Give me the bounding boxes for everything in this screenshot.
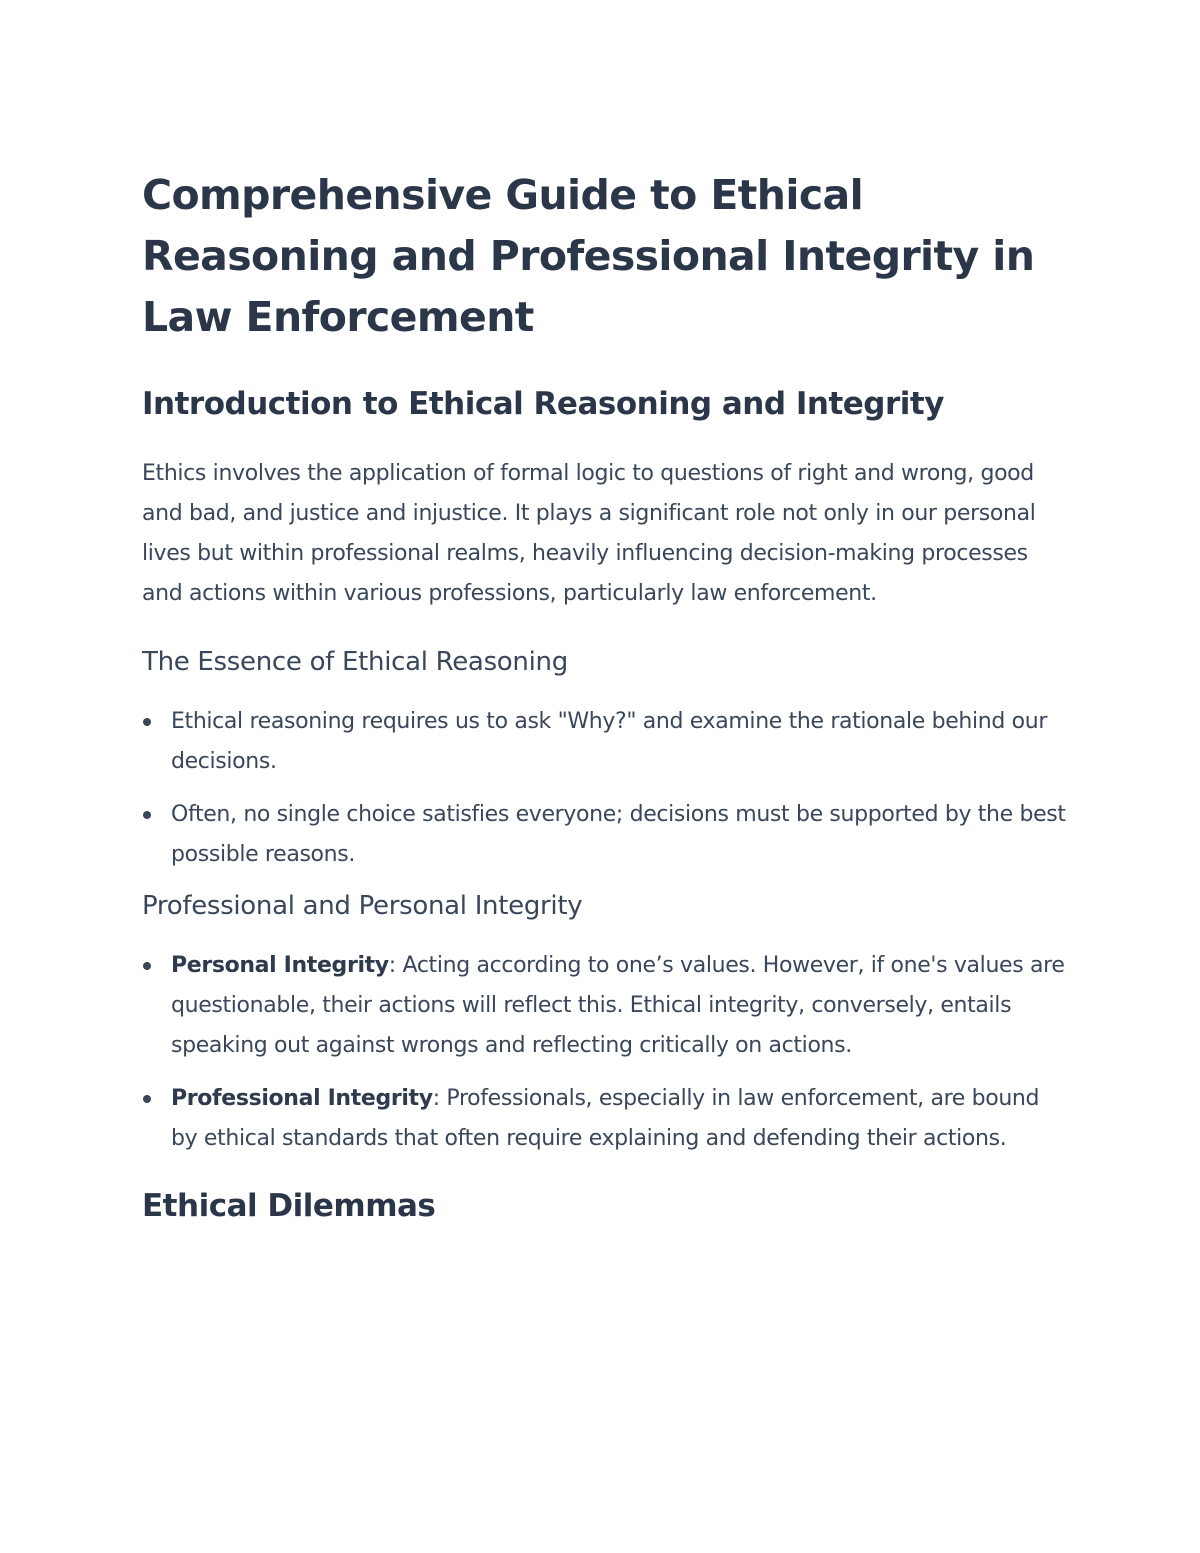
document-title: Comprehensive Guide to Ethical Reasoning and Professional Integrity in Law Enforcement (142, 171, 1035, 341)
list-item-text: : Professionals, especially in law enforcement, are bound by ethical standards that often require explaining and defending their actions. (171, 1086, 1040, 1151)
list-item (142, 946, 1072, 1066)
document-page (142, 165, 1072, 1226)
section-heading-introduction: Introduction to Ethical Reasoning and Integrity (142, 386, 944, 422)
bullet-dot-icon (143, 962, 151, 970)
list-item (142, 1079, 1072, 1159)
list-item-text: Ethical reasoning requires us to ask "Why?" and examine the rationale behind our decisions. (171, 709, 1048, 774)
intro-paragraph: Ethics involves the application of formal logic to questions of right and wrong, good and bad, and justice and injustice. It plays a significant role not only in our personal lives but within professional realms, heavily influencing decision-making processes and actions within various professions, particularly law enforcement. (142, 461, 1036, 606)
list-item-text: : Acting according to one’s values. However, if one's values are questionable, their actions will reflect this. Ethical integrity, conversely, entails speaking out against wrongs and reflecting critically on actions. (171, 953, 1065, 1058)
bullet-dot-icon (143, 811, 151, 819)
integrity-bullet-list (142, 946, 1072, 1159)
subsection-heading-essence: The Essence of Ethical Reasoning (142, 647, 568, 677)
list-item (142, 702, 1072, 782)
bullet-dot-icon (143, 1095, 151, 1103)
bullet-dot-icon (143, 718, 151, 726)
list-item-text: Often, no single choice satisfies everyone; decisions must be supported by the best possible reasons. (171, 802, 1066, 867)
subsection-heading-integrity: Professional and Personal Integrity (142, 891, 583, 921)
essence-bullet-list (142, 702, 1072, 875)
list-item-term: Professional Integrity (171, 1086, 433, 1111)
section-heading-ethical-dilemmas: Ethical Dilemmas (142, 1188, 436, 1224)
list-item (142, 795, 1072, 875)
list-item-term: Personal Integrity (171, 953, 389, 978)
